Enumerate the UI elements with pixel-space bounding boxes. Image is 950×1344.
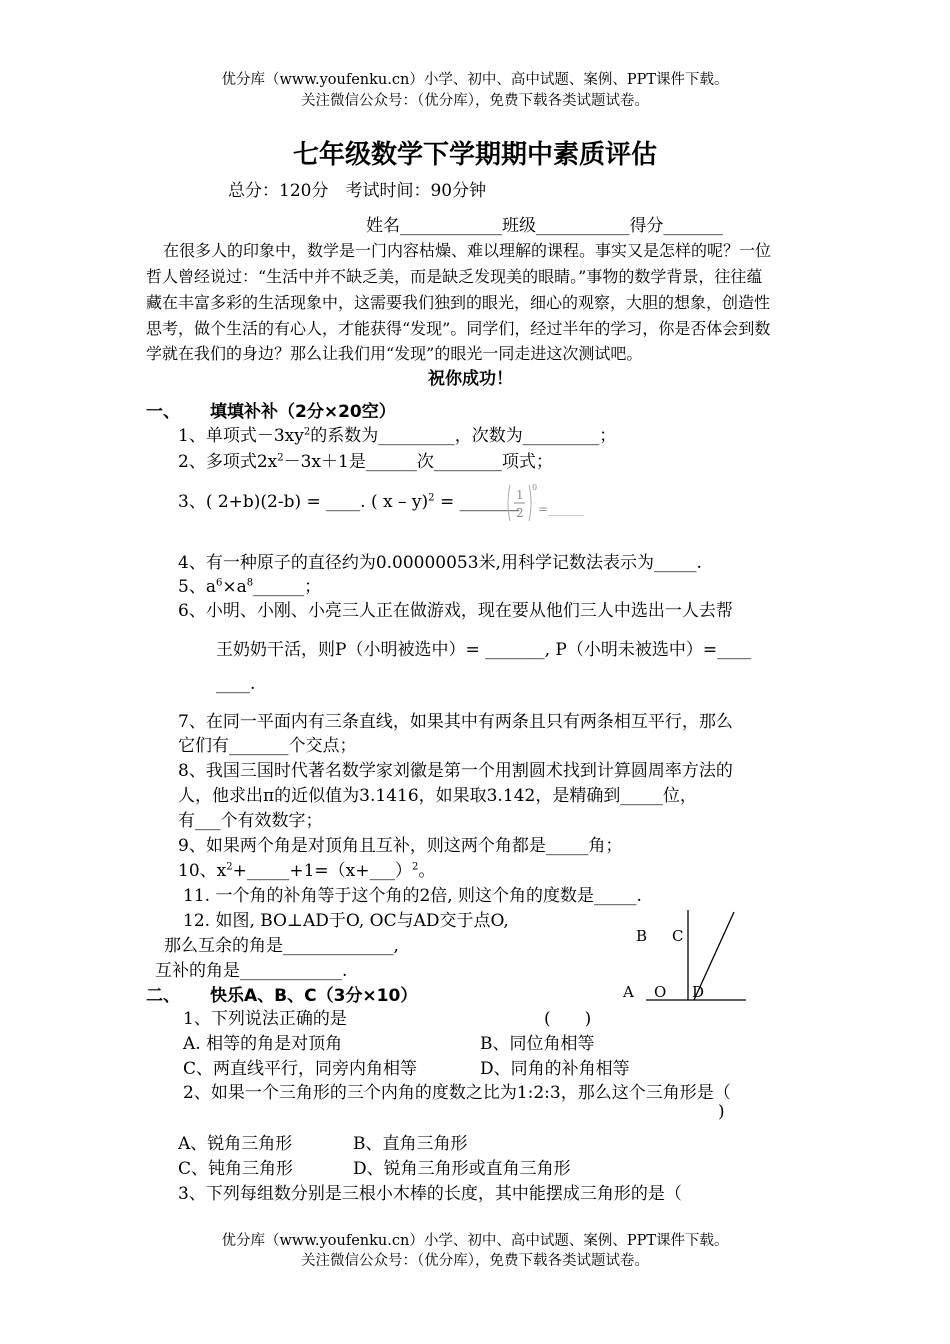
intro-line-5: 学就在我们的身边？那么让我们用“发现”的眼光一同走进这次测试吧。 (146, 344, 643, 363)
question-1-9: 9、如果两个角是对顶角且互补，则这两个角都是_____角； (178, 836, 623, 856)
question-2-1-option-b: B、同位角相等 (480, 1034, 595, 1054)
section-2-number: 二、 (146, 986, 180, 1006)
label-d: D (692, 983, 705, 1001)
section-1-number: 一、 (146, 402, 180, 422)
question-1-3-fraction (505, 482, 615, 526)
fraction-exponent: 0 (532, 483, 538, 492)
question-2-1-option-a: A. 相等的角是对顶角 (183, 1034, 343, 1054)
question-1-12-line-2: 那么互余的角是_____________, (164, 936, 399, 956)
question-1-11: 11. 一个角的补角等于这个角的2倍, 则这个角的度数是_____. (183, 886, 642, 906)
page-title: 七年级数学下学期期中素质评估 (292, 140, 657, 170)
question-1-6-line-1: 6、小明、小刚、小亮三人正在做游戏，现在要从他们三人中选出一人去帮 (178, 601, 733, 621)
label-o: O (654, 983, 667, 1001)
header-line-1: 优分库（www.youfenku.cn）小学、初中、高中试题、案例、PPT课件下载。 (221, 72, 729, 88)
question-2-2-option-a: A、锐角三角形 (178, 1134, 293, 1154)
intro-line-2: 哲人曾经说过：“生活中并不缺乏美，而是缺乏发现美的眼睛。”事物的数学背景，往往蕴 (146, 267, 763, 286)
question-1-4: 4、有一种原子的直径约为0.00000053米,用科学记数法表示为_____. (178, 553, 702, 573)
intro-line-4: 思考，做个生活的有心人，才能获得“发现”。同学们，经过半年的学习，你是否体会到数 (146, 319, 771, 338)
footer-line-1: 优分库（www.youfenku.cn）小学、初中、高中试题、案例、PPT课件下载。 (221, 1233, 729, 1249)
question-2-2-option-c: C、钝角三角形 (178, 1159, 294, 1179)
question-1-12-line-1: 12. 如图, BO⊥AD于O, OC与AD交于点O, (183, 911, 509, 931)
intro-line-3: 藏在丰富多彩的生活现象中，这需要我们独到的眼光，细心的观察，大胆的想象，创造性 (146, 293, 771, 312)
question-1-8-line-3: 有___个有效数字； (178, 811, 323, 831)
fraction-answer-blank: =______ (538, 502, 585, 516)
question-1-2: 2、多项式$2x^2-3x+1$是______次________项式； (178, 452, 553, 472)
label-c: C (672, 927, 684, 945)
footer-line-2: 关注微信公众号：（优分库），免费下载各类试题试卷。 (301, 1253, 649, 1269)
question-2-2-paren-close: ) (718, 1102, 725, 1122)
question-2-2-line-1: 2、如果一个三角形的三个内角的度数之比为1:2:3，那么这个三角形是（ (183, 1083, 731, 1103)
question-2-1-paren: ( ) (544, 1009, 592, 1029)
question-1-3: 3、( 2+b)(2-b) = ____. ( x – y)$^2$ = _______ (178, 492, 520, 512)
question-1-6-line-3: ____. (216, 674, 256, 694)
question-1-8-line-2: 人，他求出π的近似值为3.1416，如果取3.142，是精确到_____位， (178, 786, 697, 806)
question-1-1: 1、单项式$-3xy^2$的系数为_________，次数为_________； (178, 426, 617, 446)
question-1-12-line-3: 互补的角是____________. (155, 961, 348, 981)
label-b: B (636, 927, 648, 945)
exam-meta: 总分：120分 考试时间：90分钟 (228, 181, 487, 201)
question-1-5: 5、$a^6\times a^8\_\_\_\_\_\_$； (178, 577, 322, 597)
question-1-6-line-2: 王奶奶干活，则P（小明被选中）= _______, P（小明未被选中）=____ (216, 640, 752, 660)
intro-line-1: 在很多人的印象中，数学是一门内容枯燥、难以理解的课程。事实又是怎样的呢？一位 (163, 241, 772, 260)
question-1-7-line-1: 7、在同一平面内有三条直线，如果其中有两条且只有两条相互平行，那么 (178, 712, 733, 732)
fraction-denominator: 2 (516, 506, 524, 520)
question-1-10: 10、$x^2+\_\_\_\_\_+1=(x+\_\_\_)^2$。 (178, 861, 436, 881)
question-2-3: 3、下列每组数分别是三根小木棒的长度，其中能摆成三角形的是（ (178, 1184, 682, 1204)
label-a: A (623, 983, 634, 1001)
header-line-2: 关注微信公众号：（优分库），免费下载各类试题试卷。 (301, 93, 649, 109)
question-2-1-option-c: C、两直线平行，同旁内角相等 (183, 1059, 418, 1079)
section-1-title: 填填补补（2分×20空） (210, 402, 396, 422)
cheer-text: 祝你成功！ (428, 369, 513, 389)
fraction-numerator: 1 (516, 488, 524, 502)
question-2-2-option-d: D、锐角三角形或直角三角形 (353, 1159, 571, 1179)
question-2-2-option-b: B、直角三角形 (353, 1134, 468, 1154)
question-2-1: 1、下列说法正确的是 (183, 1009, 347, 1029)
student-info: 姓名____________班级___________得分_______ (366, 216, 723, 236)
section-2-title: 快乐A、B、C（3分×10） (210, 986, 418, 1006)
question-1-7-line-2: 它们有_______个交点； (178, 736, 357, 756)
question-2-1-option-d: D、同角的补角相等 (480, 1059, 630, 1079)
angle-figure (610, 910, 760, 1010)
question-1-8-line-1: 8、我国三国时代著名数学家刘徽是第一个用割圆术找到计算圆周率方法的 (178, 761, 733, 781)
